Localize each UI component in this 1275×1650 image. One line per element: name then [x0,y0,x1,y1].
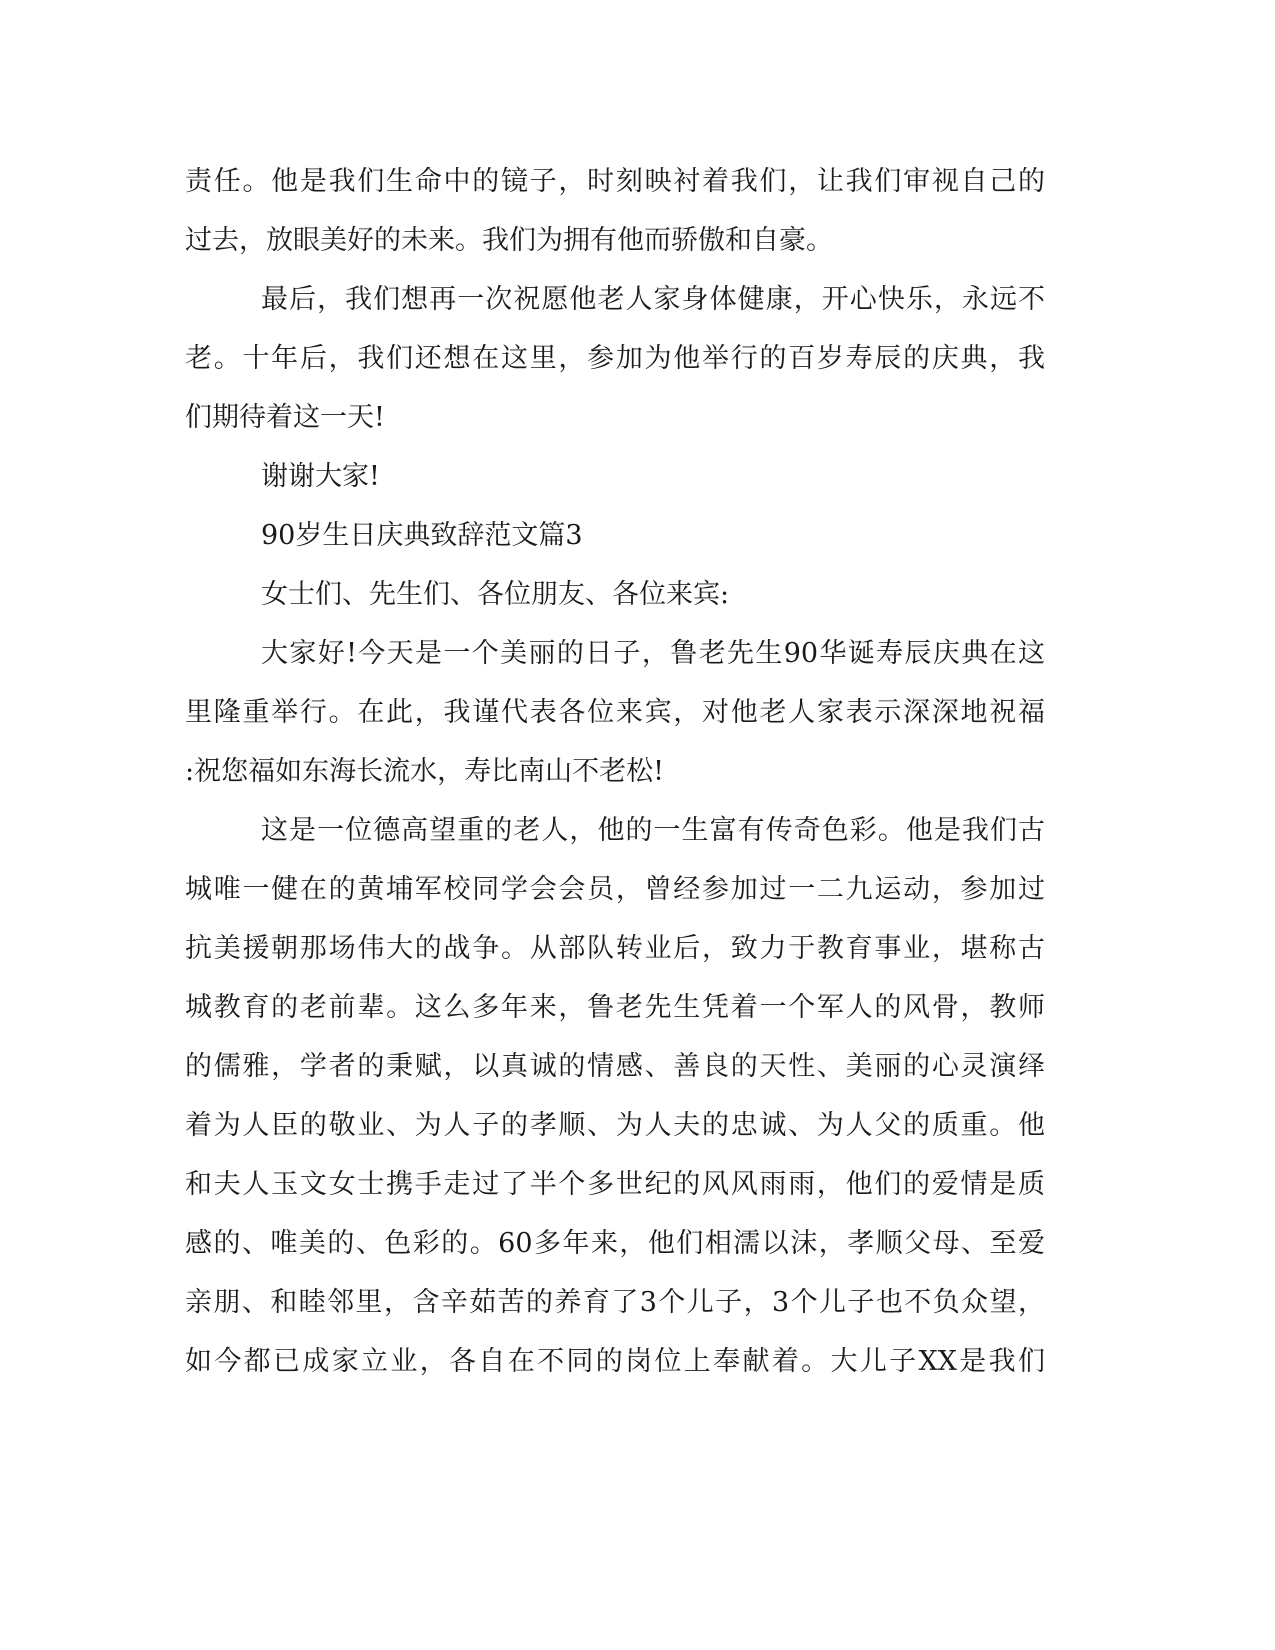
text-line: 们期待着这一天! [185,402,385,433]
document-body [185,160,1045,1399]
text-line: 最后，我们想再一次祝愿他老人家身体健康，开心快乐，永远不 [261,284,1045,315]
text-line: 大家好!今天是一个美丽的日子，鲁老先生90华诞寿辰庆典在这 [261,638,1045,669]
text-line: :祝您福如东海长流水，寿比南山不老松! [185,756,664,787]
text-line: 的儒雅，学者的秉赋，以真诚的情感、善良的天性、美丽的心灵演绎 [185,1051,1045,1082]
section-heading: 90岁生日庆典致辞范文篇3 [261,520,583,551]
text-line: 谢谢大家! [261,461,380,492]
text-line: 女士们、先生们、各位朋友、各位来宾: [261,579,730,610]
text-line: 这是一位德高望重的老人，他的一生富有传奇色彩。他是我们古 [261,815,1045,846]
text-line: 抗美援朝那场伟大的战争。从部队转业后，致力于教育事业，堪称古 [185,933,1045,964]
text-line: 过去，放眼美好的未来。我们为拥有他而骄傲和自豪。 [185,225,833,256]
text-line: 亲朋、和睦邻里，含辛茹苦的养育了3个儿子，3个儿子也不负众望， [185,1287,1045,1318]
text-line: 着为人臣的敬业、为人子的孝顺、为人夫的忠诚、为人父的质重。他 [185,1110,1045,1141]
text-line: 里隆重举行。在此，我谨代表各位来宾，对他老人家表示深深地祝福 [185,697,1045,728]
text-line: 城唯一健在的黄埔军校同学会会员，曾经参加过一二九运动，参加过 [185,874,1045,905]
text-line: 老。十年后，我们还想在这里，参加为他举行的百岁寿辰的庆典，我 [185,343,1045,374]
text-line: 责任。他是我们生命中的镜子，时刻映衬着我们，让我们审视自己的 [185,166,1045,197]
text-line: 如今都已成家立业，各自在不同的岗位上奉献着。大儿子XX是我们 [185,1346,1045,1377]
text-line: 和夫人玉文女士携手走过了半个多世纪的风风雨雨，他们的爱情是质 [185,1169,1045,1200]
text-line: 城教育的老前辈。这么多年来，鲁老先生凭着一个军人的风骨，教师 [185,992,1045,1023]
text-line: 感的、唯美的、色彩的。60多年来，他们相濡以沫，孝顺父母、至爱 [185,1228,1045,1259]
